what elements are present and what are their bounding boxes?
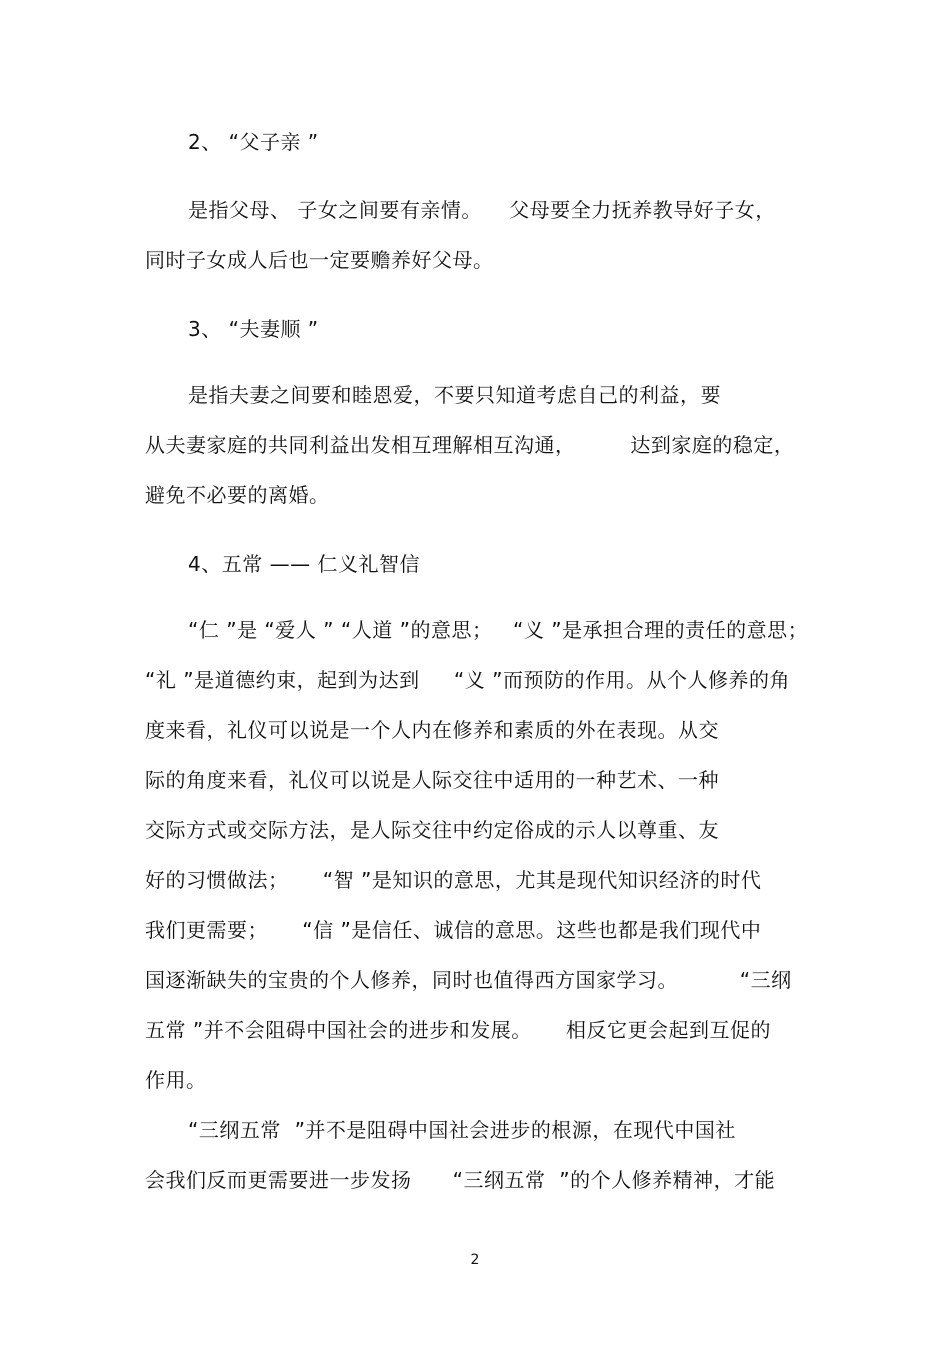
paragraph-line: “礼 ”是道德约束，起到为达到 “义 ”而预防的作用。从个人修养的角 [145, 668, 790, 692]
paragraph-line: 际的角度来看，礼仪可以说是人际交往中适用的一种艺术、一种 [145, 768, 719, 792]
paragraph-line: 是指夫妻之间要和睦恩爱，不要只知道考虑自己的利益，要 [188, 383, 721, 407]
paragraph-line: 作用。 [145, 1068, 207, 1092]
paragraph-line: “仁 ”是 “爱人 ” “人道 ”的意思； “义 ”是承担合理的责任的意思； [188, 618, 809, 642]
paragraph-line: 好的习惯做法； “智 ”是知识的意思，尤其是现代知识经济的时代 [145, 868, 762, 892]
paragraph-line: 五常 ”并不会阻碍中国社会的进步和发展。 相反它更会起到互促的 [145, 1018, 772, 1042]
paragraph-line: 是指父母、 子女之间要有亲情。 父母要全力抚养教导好子女， [188, 198, 776, 222]
paragraph-line: 同时子女成人后也一定要赡养好父母。 [145, 248, 494, 272]
paragraph-line: 度来看，礼仪可以说是一个人内在修养和素质的外在表现。从交 [145, 718, 719, 742]
page-number: 2 [470, 1252, 480, 1268]
paragraph-line: 避免不必要的离婚。 [145, 483, 330, 507]
paragraph-line: 交际方式或交际方法，是人际交往中约定俗成的示人以尊重、友 [145, 818, 719, 842]
section-heading-4: 4、五常 —— 仁义礼智信 [188, 552, 420, 576]
paragraph-line: 我们更需要； “信 ”是信任、诚信的意思。这些也都是我们现代中 [145, 918, 762, 942]
section-heading-3: 3、 “夫妻顺 ” [188, 317, 319, 341]
section-heading-2: 2、 “父子亲 ” [188, 130, 319, 154]
paragraph-line: 国逐渐缺失的宝贵的个人修养，同时也值得西方国家学习。 “三纲 [145, 968, 792, 992]
paragraph-line: 会我们反而更需要进一步发扬 “三纲五常 ”的个人修养精神，才能 [145, 1168, 776, 1192]
paragraph-line: 从夫妻家庭的共同利益出发相互理解相互沟通， 达到家庭的稳定， [145, 433, 795, 457]
paragraph-line: “三纲五常 ”并不是阻碍中国社会进步的根源，在现代中国社 [188, 1118, 736, 1142]
